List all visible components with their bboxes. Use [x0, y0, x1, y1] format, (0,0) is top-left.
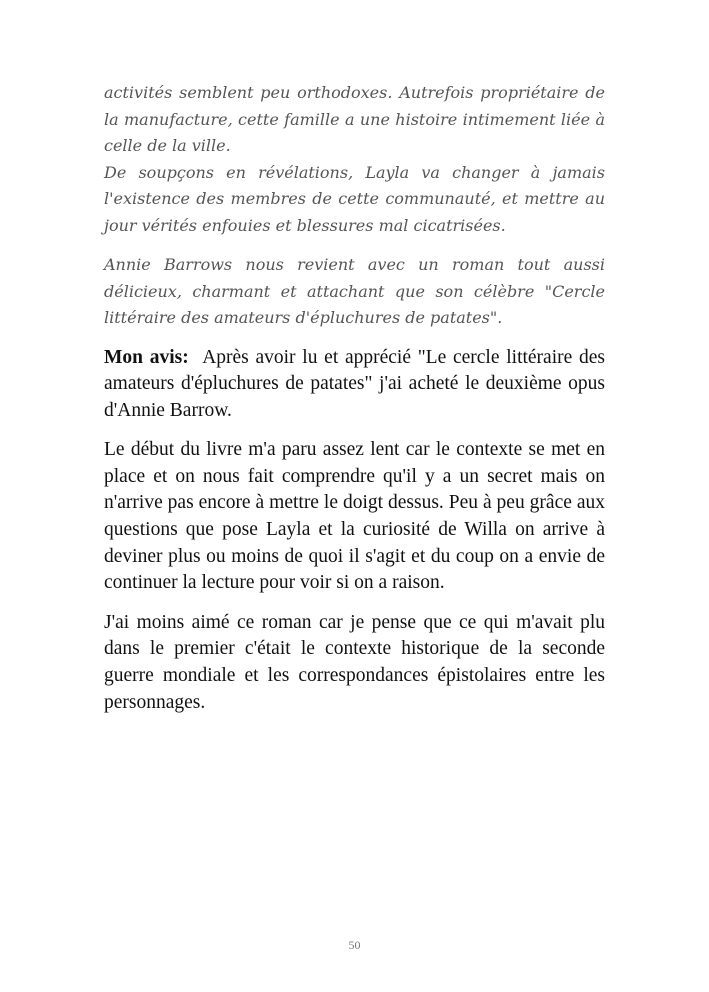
- review-paragraph-1: [104, 345, 605, 425]
- page-number: 50: [348, 938, 361, 952]
- review-paragraph-3: J'ai moins aimé ce roman car je pense que ce qui m'avait plu dans le premier c'était le contexte historique de la seconde guerre mondiale et les correspondances épistolaires entre les personnages.: [104, 611, 605, 713]
- review-paragraph-2: Le début du livre m'a paru assez lent car le contexte se met en place et on nous fait comprendre qu'il y a un secret mais on n'arrive pas encore à mettre le doigt dessus. Peu à peu grâce aux questions que pose Layla et la curiosité de Willa on arrive à deviner plus ou moins de quoi il s'agit et du coup on a envie de continuer la lecture pour voir si on a raison.: [104, 439, 605, 594]
- review-paragraph-1-text: Après avoir lu et apprécié "Le cercle littéraire des amateurs d'épluchures de patates" j'ai acheté le deuxième opus d'Annie Barrow.: [104, 346, 605, 421]
- page-content: [104, 80, 605, 716]
- synopsis-paragraph-3: Annie Barrows nous revient avec un roman tout aussi délicieux, charmant et attachant que son célèbre "Cercle littéraire des amateurs d'épluchures de patates".: [104, 255, 605, 327]
- synopsis-paragraph-2: De soupçons en révélations, Layla va changer à jamais l'existence des membres de cette communauté, et mettre au jour vérités enfouies et blessures mal cicatrisées.: [104, 162, 605, 235]
- review-heading: Mon avis:: [104, 346, 189, 368]
- synopsis-paragraph-1: activités semblent peu orthodoxes. Autrefois propriétaire de la manufacture, cette famille a une histoire intimement liée à celle de la ville.: [104, 83, 605, 155]
